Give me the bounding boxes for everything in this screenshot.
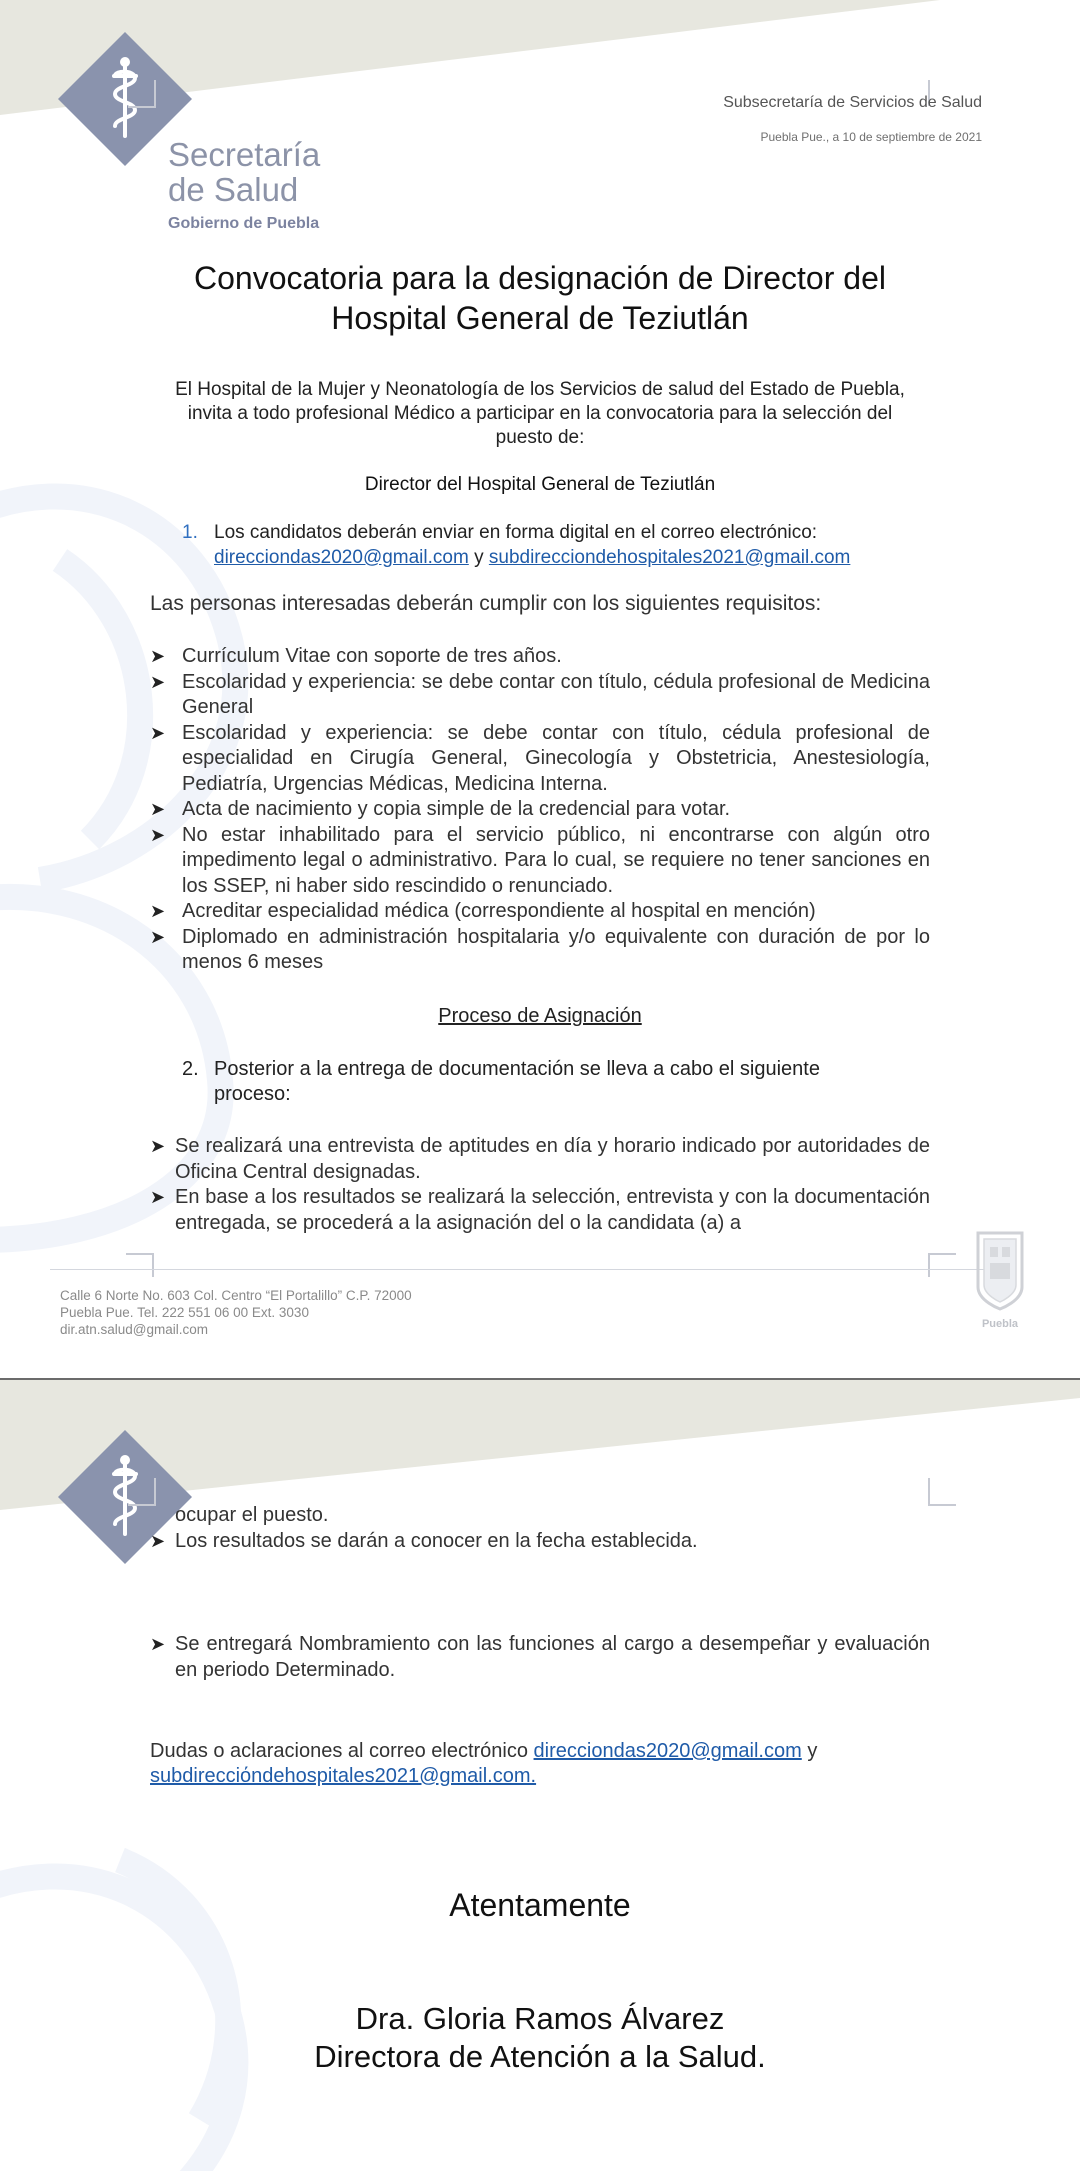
list-item: ➤ Escolaridad y experiencia: se debe contar con título, cédula profesional de Medicina General: [150, 670, 930, 718]
numbered-item-2: [182, 1057, 882, 1107]
date-line: Puebla Pue., a 10 de septiembre de 2021: [760, 130, 982, 144]
contact-text: Dudas o aclaraciones al correo electrónico: [150, 1740, 528, 1762]
corner-mark: [128, 1478, 156, 1506]
process-list-final: [150, 1632, 930, 1683]
arrow-bullet-icon: ➤: [150, 799, 166, 819]
corner-mark: [928, 1253, 956, 1277]
arrow-bullet-icon: ➤: [150, 646, 166, 666]
list-item: ➤ Escolaridad y experiencia: se debe contar con título, cédula profesional de especialidad en Cirugía General, Ginecología y Obstetricia, Anestesiología, Pediatría, Urgencias Médicas, Medicina Interna.: [150, 721, 930, 795]
footer-divider: [50, 1269, 1000, 1270]
arrow-bullet-icon: ➤: [150, 1634, 166, 1654]
list-item: ➤ Se realizará una entrevista de aptitudes en día y horario indicado por autoridades de Oficina Central designadas.: [150, 1135, 930, 1183]
email-link-direccion[interactable]: direcciondas2020@gmail.com: [214, 547, 469, 568]
closing-atentamente: Atentamente: [449, 1887, 631, 1923]
position-title: Director del Hospital General de Teziutlán: [364, 474, 716, 495]
joiner-text: y: [474, 547, 484, 568]
arrow-bullet-icon: ➤: [150, 824, 166, 845]
email-link-direccion[interactable]: direcciondas2020@gmail.com: [533, 1740, 802, 1762]
corner-mark: [126, 1253, 154, 1277]
list-item: ➤ Acreditar especialidad médica (correspondiente al hospital en mención): [150, 899, 930, 925]
corner-mark: [128, 80, 156, 108]
logo-line-1: Secretaría: [168, 136, 321, 173]
seal-label: Puebla: [981, 1318, 1019, 1330]
arrow-bullet-icon: ➤: [150, 722, 166, 743]
corner-mark: [928, 1478, 956, 1506]
list-item: ➤ Currículum Vitae con soporte de tres años.: [150, 644, 930, 670]
list-item: ocupar el puesto.: [175, 1504, 329, 1526]
process-list-continued: [150, 1503, 930, 1554]
title-line-1: Convocatoria para la designación de Director del: [194, 260, 886, 296]
item-text: Posterior a la entrega de documentación se lleva a cabo el siguiente proceso:: [214, 1058, 820, 1105]
list-item: ➤ No estar inhabilitado para el servicio público, ni encontrarse con algún otro impedimento legal o administrativo. Para lo cual, se requiere no tener sanciones en los SSEP, ni haber sido rescindido o renunciado.: [150, 823, 930, 897]
intro-paragraph: El Hospital de la Mujer y Neonatología de los Servicios de salud del Estado de Puebla, invita a todo profesional Médico a participar en la convocatoria para la selección del puesto de:: [175, 379, 905, 448]
signature-block: [150, 2000, 930, 2076]
page-title: [120, 258, 960, 338]
list-item: ➤ Los resultados se darán a conocer en la fecha establecida.: [150, 1529, 930, 1555]
arrow-bullet-icon: ➤: [150, 1187, 166, 1207]
signer-name: Dra. Gloria Ramos Álvarez: [355, 2001, 725, 2036]
contact-paragraph: [150, 1739, 930, 1789]
footer-line-1: Calle 6 Norte No. 603 Col. Centro “El Portalillo” C.P. 72000: [60, 1288, 412, 1303]
arrow-bullet-icon: ➤: [150, 1530, 166, 1551]
requirements-list: [150, 644, 930, 976]
list-item: ➤ Acta de nacimiento y copia simple de la credencial para votar.: [150, 797, 930, 823]
subsecretaria-label: Subsecretaría de Servicios de Salud: [723, 94, 982, 111]
logo-text: [168, 138, 320, 232]
numbered-item-1: [182, 520, 922, 570]
list-item: ➤ Diplomado en administración hospitalaria y/o equivalente con duración de por lo menos 6 meses: [150, 925, 930, 973]
arrow-bullet-icon: ➤: [150, 901, 166, 921]
list-item: ➤ Se entregará Nombramiento con las funciones al cargo a desempeñar y evaluación en periodo Determinado.: [150, 1633, 930, 1681]
footer-line-3: dir.atn.salud@gmail.com: [60, 1322, 209, 1337]
arrow-bullet-icon: ➤: [150, 671, 166, 692]
email-link-subdireccion[interactable]: subdirecciόndehospitales2021@gmail.com.: [150, 1765, 537, 1787]
footer-line-2: Puebla Pue. Tel. 222 551 06 00 Ext. 3030: [60, 1305, 309, 1320]
item-number: 2.: [182, 1058, 199, 1080]
email-link-subdireccion[interactable]: subdirecciondehospitales2021@gmail.com: [488, 547, 851, 568]
section-heading-proceso: Proceso de Asignación: [438, 1005, 642, 1027]
list-item: ➤ En base a los resultados se realizará la selección, entrevista y con la documentación entregada, se procederá a la asignación del o la candidata (a) a: [150, 1186, 930, 1234]
item-text: Los candidatos deberán enviar en forma digital en el correo electrónico:: [214, 522, 818, 543]
logo-line-2: de Salud: [168, 171, 299, 208]
logo-line-3: Gobierno de Puebla: [168, 215, 320, 232]
signer-title: Directora de Atención a la Salud.: [314, 2039, 766, 2074]
requirements-intro: Las personas interesadas deberán cumplir con los siguientes requisitos:: [150, 592, 822, 615]
process-list: [150, 1134, 930, 1236]
footer-address: [60, 1287, 412, 1338]
arrow-bullet-icon: ➤: [150, 1136, 166, 1156]
arrow-bullet-icon: ➤: [150, 926, 166, 947]
document-page-2: [0, 1380, 1080, 2171]
item-number: 1.: [182, 522, 198, 543]
state-seal-icon: [970, 1225, 1030, 1329]
joiner-text: y: [807, 1740, 818, 1762]
title-line-2: Hospital General de Teziutlán: [331, 300, 749, 336]
